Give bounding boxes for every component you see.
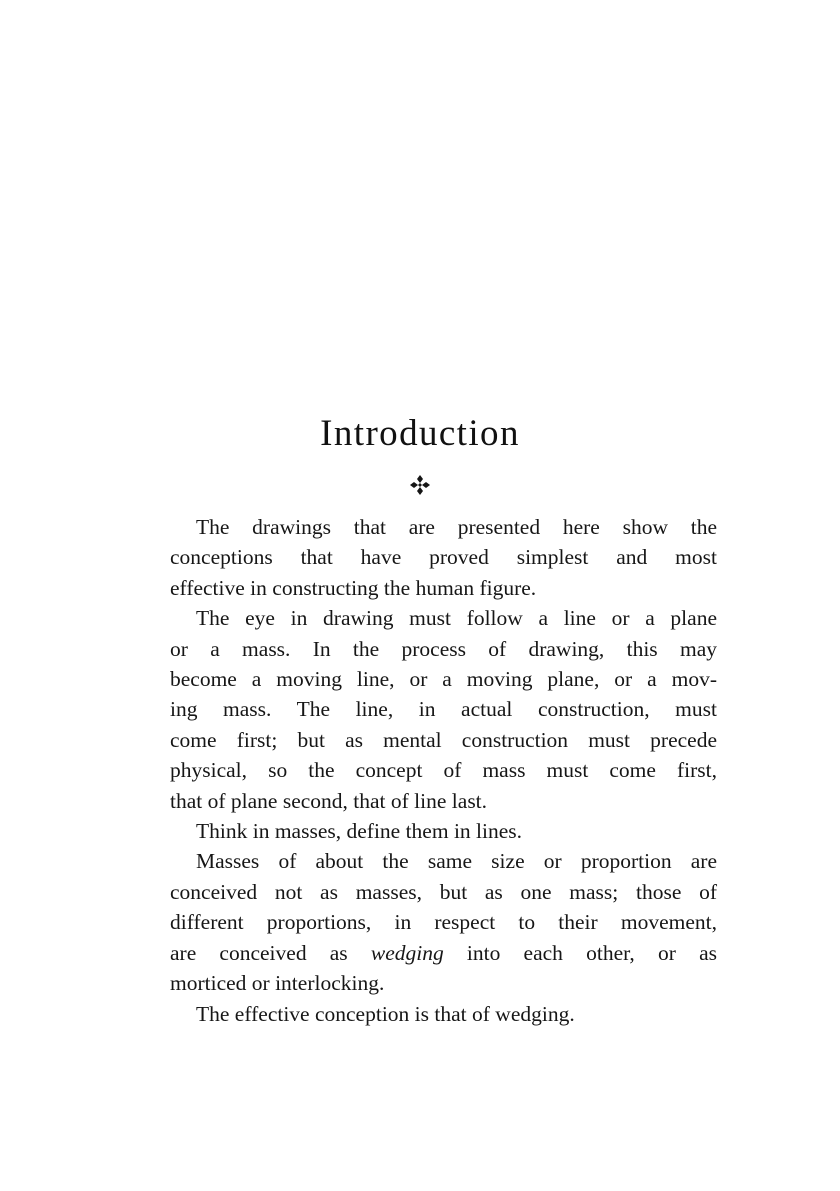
text-line: morticed or interlocking.: [170, 971, 385, 996]
paragraph-3: [170, 816, 717, 846]
text-line: Masses of about the same size or proportion are: [196, 849, 717, 874]
text-line: or a mass. In the process of drawing, this may: [170, 636, 717, 661]
text-line: that of plane second, that of line last.: [170, 788, 488, 813]
text-line: The effective conception is that of wedging.: [196, 1001, 575, 1026]
introduction-text: [170, 512, 717, 1029]
text-line: different proportions, in respect to their movement,: [170, 910, 717, 935]
text-line: conceived not as masses, but as one mass; those of: [170, 879, 717, 904]
italic-term: wedging: [370, 940, 444, 965]
text-line: become a moving line, or a moving plane, or a mov-: [170, 667, 717, 692]
text-line: [170, 938, 717, 968]
text-line: effective in constructing the human figure.: [170, 575, 537, 600]
paragraph-2: [170, 603, 717, 816]
paragraph-4: [170, 846, 717, 998]
text-line: come first; but as mental construction must precede: [170, 727, 717, 752]
text-line: physical, so the concept of mass must come first,: [170, 758, 717, 783]
ornament: [0, 474, 840, 498]
text-line: ing mass. The line, in actual construction, must: [170, 697, 717, 722]
chapter-title: Introduction: [320, 413, 520, 454]
text-line: Think in masses, define them in lines.: [196, 819, 523, 844]
text-line: The drawings that are presented here show the: [196, 515, 717, 539]
text-span: are conceived as: [170, 940, 371, 965]
text-line: The eye in drawing must follow a line or a plane: [196, 606, 717, 631]
text-line: conceptions that have proved simplest and most: [170, 545, 717, 570]
diamond-fleuron-icon: [409, 474, 431, 496]
text-span: into each other, or as: [443, 940, 717, 965]
paragraph-1: [170, 512, 717, 603]
paragraph-5: [170, 999, 717, 1029]
